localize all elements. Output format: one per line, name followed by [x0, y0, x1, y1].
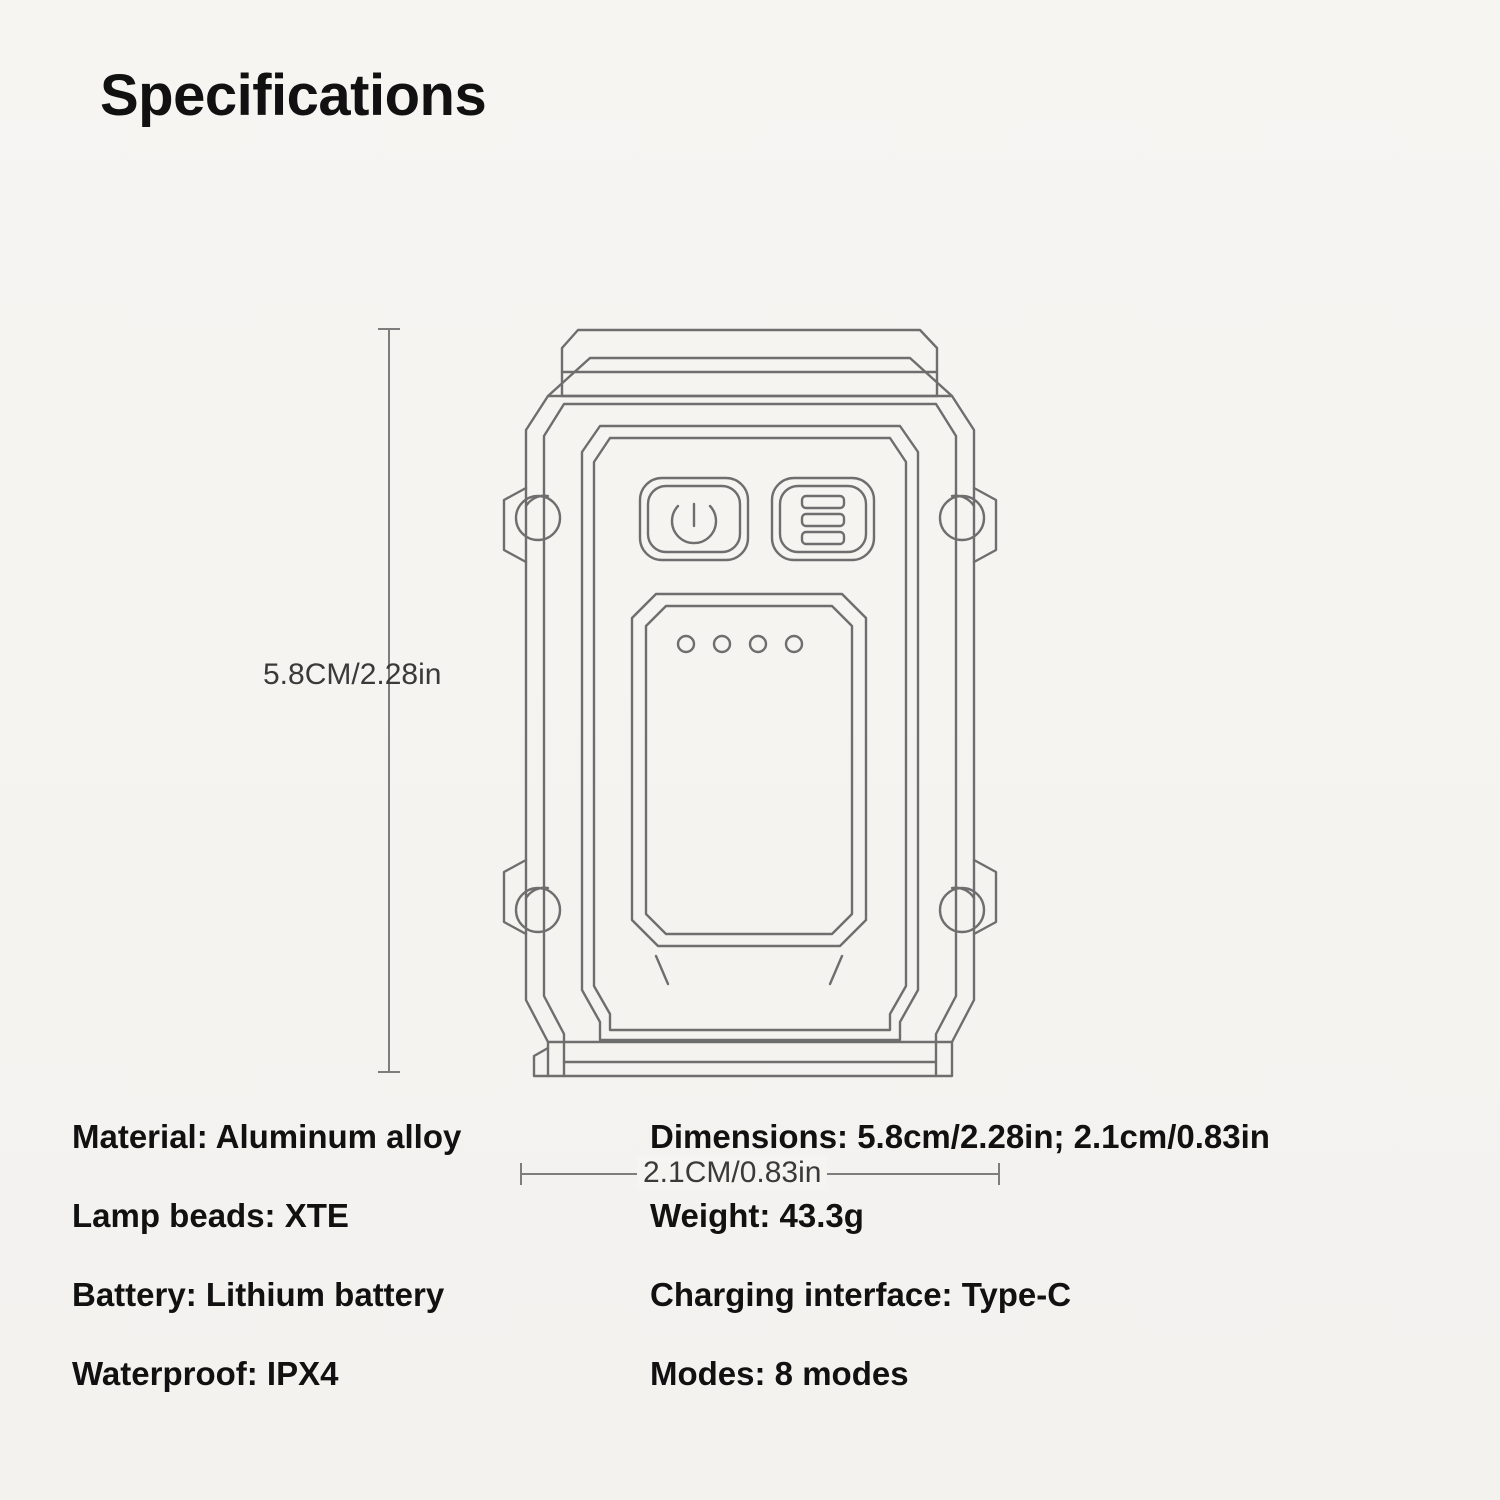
spec-dimensions: Dimensions: 5.8cm/2.28in; 2.1cm/0.83in	[650, 1118, 1270, 1155]
spec-material: Material: Aluminum alloy	[72, 1118, 462, 1155]
spec-waterproof: Waterproof: IPX4	[72, 1355, 339, 1392]
spec-battery: Battery: Lithium battery	[72, 1276, 445, 1313]
height-dimension-cap-bottom	[378, 1071, 400, 1073]
flashlight-outline-illustration	[490, 300, 1010, 1090]
height-dimension-cap-top	[378, 328, 400, 330]
height-dimension-label: 5.8CM/2.28in	[263, 658, 442, 691]
page-title: Specifications	[100, 63, 487, 128]
spec-charging-interface: Charging interface: Type-C	[650, 1276, 1072, 1313]
spec-modes: Modes: 8 modes	[650, 1355, 909, 1392]
specifications-right-column	[650, 1120, 1470, 1436]
width-dimension-label: 2.1CM/0.83in	[637, 1156, 827, 1190]
specifications-list	[0, 1120, 1500, 1500]
spec-lamp-beads: Lamp beads: XTE	[72, 1197, 349, 1234]
specifications-left-column	[72, 1120, 632, 1436]
height-dimension-line	[388, 328, 390, 1073]
spec-weight: Weight: 43.3g	[650, 1197, 864, 1234]
